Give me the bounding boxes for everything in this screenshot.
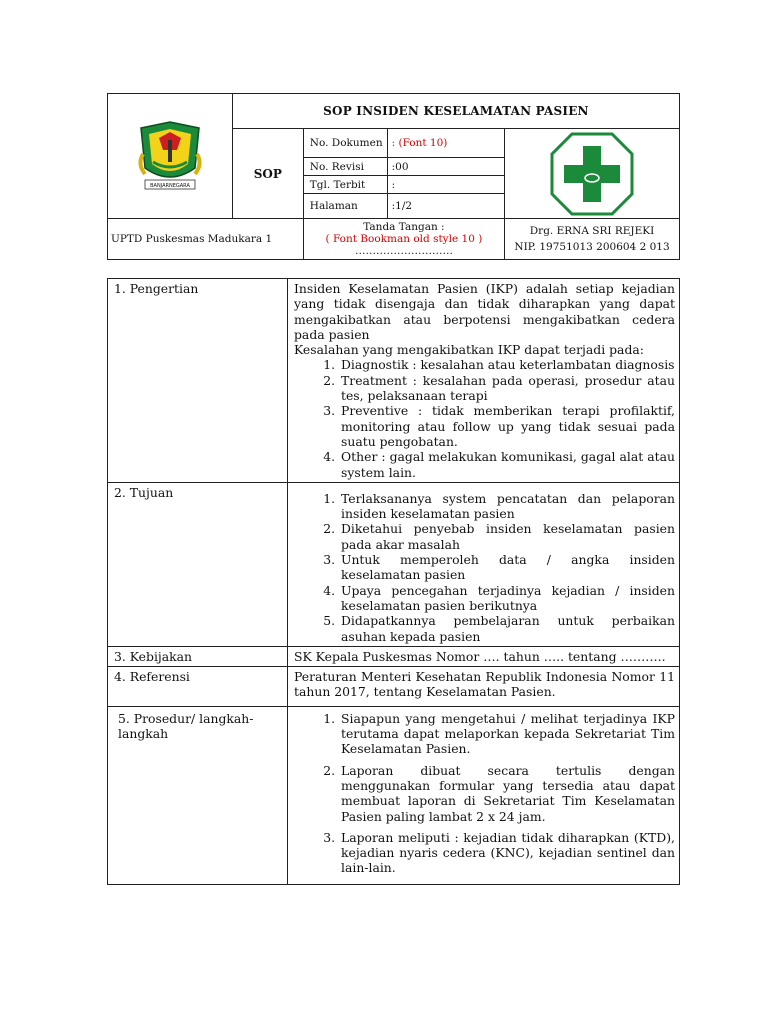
issue-date-label: Tgl. Terbit [303, 176, 387, 194]
section-pengertian [108, 279, 680, 483]
unit-name: UPTD Puskesmas Madukara 1 [108, 219, 304, 260]
section-label: 5. Prosedur/ langkah-langkah [108, 706, 288, 884]
section-kebijakan [108, 646, 680, 666]
signature-cell [303, 219, 504, 260]
list-item: 4. Other : gagal melakukan komunikasi, gagal alat atau system lain. [339, 449, 675, 480]
revision-label: No. Revisi [303, 158, 387, 176]
list-item: 3. Laporan meliputi : kejadian tidak diharapkan (KTD), kejadian nyaris cedera (KNC), kejadian sentinel dan lain-lain. [339, 830, 675, 876]
referensi-text: Peraturan Menteri Kesehatan Republik Indonesia Nomor 11 tahun 2017, tentang Keselamatan Pasien. [288, 667, 680, 707]
list-item: 1. Siapapun yang mengetahui / melihat terjadinya IKP terutama dapat melaporkan kepada Sekretariat Tim Keselamatan Pasien. [339, 711, 675, 757]
section-content [288, 279, 680, 483]
revision-value: :00 [387, 158, 504, 176]
pengertian-list [294, 357, 675, 479]
logo-banner-text: BANJARNEGARA [150, 183, 190, 189]
list-item: 2. Diketahui penyebab insiden keselamatan pasien pada akar masalah [339, 521, 675, 552]
kebijakan-text: SK Kepala Puskesmas Nomor …. tahun ….. tentang ……….. [288, 646, 680, 666]
signer-cell [505, 219, 680, 260]
list-item: 4. Upaya pencegahan terjadinya kejadian / insiden keselamatan pasien berikutnya [339, 583, 675, 614]
doc-number-value: : (Font 10) [387, 129, 504, 158]
list-item: 3. Preventive : tidak memberikan terapi profilaktif, monitoring atau follow up yang tidak sesuai pada suatu pengobatan. [339, 403, 675, 449]
section-content [288, 706, 680, 884]
pengertian-intro: Insiden Keselamatan Pasien (IKP) adalah setiap kejadian yang tidak disengaja dan tidak diharapkan yang dapat mengakibatkan atau berpotensi mengakibatkan cedera pada pasien [294, 281, 675, 342]
sop-content-table [107, 278, 680, 885]
list-item: 5. Didapatkannya pembelajaran untuk perbaikan asuhan kepada pasien [339, 613, 675, 644]
health-logo-cell [505, 129, 680, 219]
section-tujuan [108, 482, 680, 646]
page-label: Halaman [303, 194, 387, 219]
prosedur-list [294, 711, 675, 876]
list-item: 2. Laporan dibuat secara tertulis dengan menggunakan formular yang tersedia atau dapat membuat laporan di Sekretariat Tim Keselamatan Pasien paling lambat 2 x 24 jam. [339, 763, 675, 824]
list-item: 1. Terlaksananya system pencatatan dan pelaporan insiden keselamatan pasien [339, 491, 675, 522]
signer-nip: NIP. 19751013 200604 2 013 [514, 241, 670, 253]
header-table [107, 93, 680, 260]
signer-name: Drg. ERNA SRI REJEKI [529, 225, 655, 237]
issue-date-value: : [387, 176, 504, 194]
section-label: 2. Tujuan [108, 482, 288, 646]
signature-label: Tanda Tangan : [363, 221, 445, 233]
section-content [288, 482, 680, 646]
document-title: SOP INSIDEN KESELAMATAN PASIEN [232, 94, 679, 129]
section-label: 4. Referensi [108, 667, 288, 707]
section-label: 3. Kebijakan [108, 646, 288, 666]
health-cross-logo-icon [550, 132, 634, 216]
logo-cell [108, 94, 233, 219]
section-prosedur [108, 706, 680, 884]
section-label: 1. Pengertian [108, 279, 288, 483]
regency-logo-icon [131, 116, 209, 196]
sop-label: SOP [232, 129, 303, 219]
list-item: 3. Untuk memperoleh data / angka insiden keselamatan pasien [339, 552, 675, 583]
section-referensi [108, 667, 680, 707]
page-value: :1/2 [387, 194, 504, 219]
signature-dots: ………………………. [355, 245, 453, 257]
signature-font-note: ( Font Bookman old style 10 ) [325, 233, 483, 245]
list-item: 1. Diagnostik : kesalahan atau keterlambatan diagnosis [339, 357, 675, 372]
tujuan-list [294, 491, 675, 644]
pengertian-intro2: Kesalahan yang mengakibatkan IKP dapat terjadi pada: [294, 342, 644, 358]
doc-number-label: No. Dokumen [303, 129, 387, 158]
list-item: 2. Treatment : kesalahan pada operasi, prosedur atau tes, pelaksanaan terapi [339, 373, 675, 404]
